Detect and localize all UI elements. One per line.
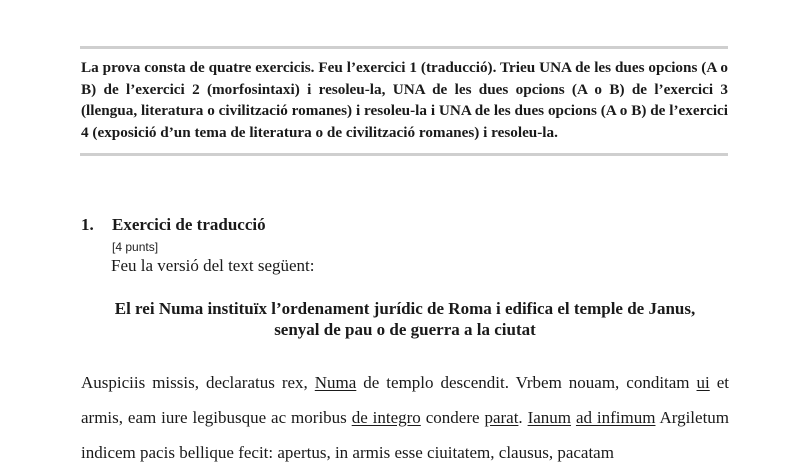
underlined-word: parat: [484, 408, 519, 427]
underlined-word: Numa: [314, 373, 357, 392]
underlined-word: ad infimum: [575, 408, 656, 427]
exercise-intro: Feu la versió del text següent:: [111, 256, 315, 275]
exercise-points: [4 punts]: [112, 240, 159, 254]
latin-text: Auspiciis missis, declaratus rex,: [81, 373, 315, 392]
latin-text: de templo descendit. Vrbem nouam, conditam: [356, 373, 697, 392]
underlined-word: ui: [696, 373, 710, 392]
exam-instructions: La prova consta de quatre exercicis. Feu l’exercici 1 (traducció). Trieu UNA de les dues opcions (A o B) de l’exercici 2 (morfosintaxi) i resoleu-la, UNA de les dues opcions (A o B) de l’exercici 3 (llengua, literatura o civilització romanes) i resoleu-la i UNA de les dues opcions (A o B) de l’exercici 4 (exposició d’un tema de literatura o de civilització romanes) i resoleu-la.: [81, 59, 728, 141]
text-title-line-1: El rei Numa instituïx l’ordenament jurídic de Roma i edifica el temple de Janus,: [114, 299, 696, 318]
latin-text: .: [518, 408, 528, 427]
exercise-heading: [81, 215, 266, 235]
latin-text: et armis, eam iure legibusque ac moribus: [81, 373, 729, 427]
latin-passage: [81, 365, 729, 470]
text-title: [81, 298, 729, 340]
underlined-word: Ianum: [527, 408, 572, 427]
exercise-title: Exercici de traducció: [112, 215, 266, 234]
bottom-divider: [80, 153, 728, 156]
exercise-number: 1.: [81, 215, 94, 234]
latin-text: condere: [420, 408, 485, 427]
top-divider: [80, 46, 728, 49]
latin-text: Argiletum indicem pacis bellique fecit: apertus, in armis esse ciuitatem, clausus, pacatam: [81, 408, 730, 462]
underlined-word: de integro: [351, 408, 421, 427]
text-title-line-2: senyal de pau o de guerra a la ciutat: [274, 320, 536, 339]
